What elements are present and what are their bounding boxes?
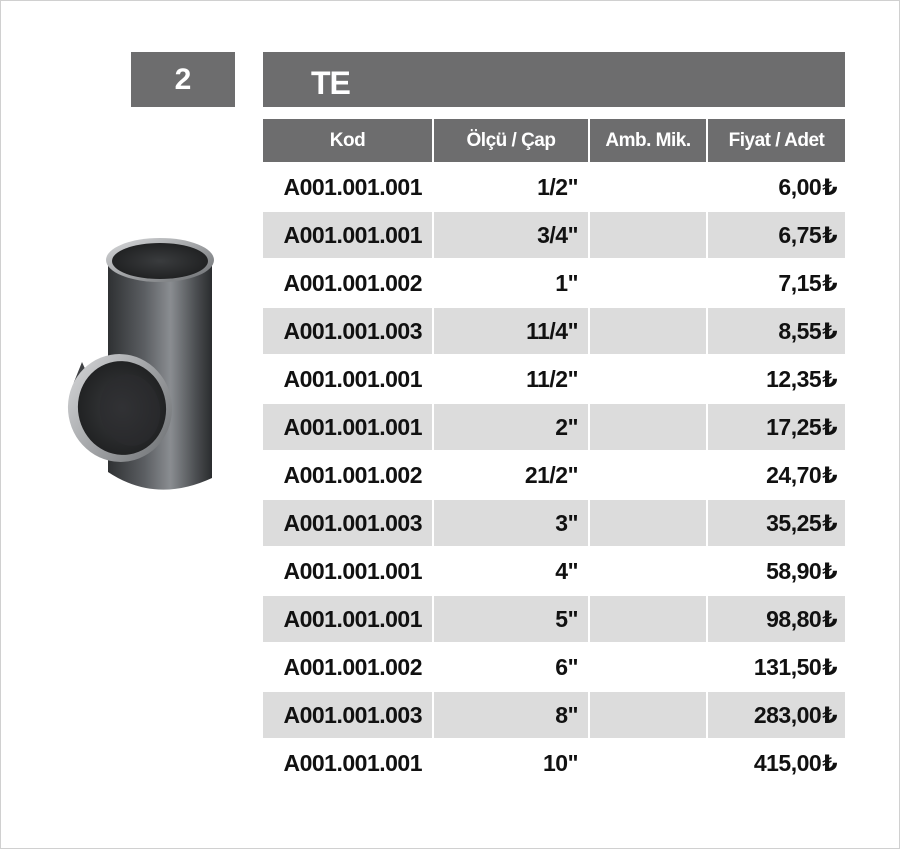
cell-kod: A001.001.003 [263,499,433,547]
currency-symbol: ₺ [822,222,837,248]
currency-symbol: ₺ [822,702,837,728]
cell-amb-mik [589,403,707,451]
cell-kod: A001.001.001 [263,403,433,451]
currency-symbol: ₺ [822,270,837,296]
cell-olcu-cap: 6" [433,643,589,691]
cell-fiyat-adet [707,451,845,499]
cell-amb-mik [589,355,707,403]
cell-olcu-cap: 11/2" [433,355,589,403]
price-table [263,119,845,786]
cell-fiyat-adet [707,547,845,595]
currency-symbol: ₺ [822,606,837,632]
currency-symbol: ₺ [822,654,837,680]
currency-symbol: ₺ [822,414,837,440]
cell-fiyat-adet [707,643,845,691]
cell-amb-mik [589,595,707,643]
price-value: 58,90 [766,557,822,584]
currency-symbol: ₺ [822,510,837,536]
cell-olcu-cap: 3" [433,499,589,547]
price-table-header [263,119,845,163]
column-header-olcu-cap: Ölçü / Çap [433,119,589,163]
cell-olcu-cap: 3/4" [433,211,589,259]
price-value: 8,55 [778,317,822,344]
price-value: 12,35 [766,365,822,392]
cell-amb-mik [589,739,707,786]
table-row [263,211,845,259]
table-row [263,691,845,739]
pipe-tee-fitting-icon [60,232,238,504]
cell-olcu-cap: 21/2" [433,451,589,499]
price-value: 24,70 [766,461,822,488]
cell-amb-mik [589,307,707,355]
table-row [263,307,845,355]
price-value: 7,15 [778,269,822,296]
cell-fiyat-adet [707,403,845,451]
table-row [263,595,845,643]
cell-olcu-cap: 8" [433,691,589,739]
product-title-bar [263,52,845,107]
cell-kod: A001.001.001 [263,163,433,211]
price-value: 415,00 [753,749,822,776]
cell-fiyat-adet [707,499,845,547]
table-row [263,403,845,451]
cell-fiyat-adet [707,163,845,211]
cell-olcu-cap: 1/2" [433,163,589,211]
cell-amb-mik [589,691,707,739]
cell-kod: A001.001.002 [263,451,433,499]
cell-fiyat-adet [707,211,845,259]
cell-kod: A001.001.002 [263,259,433,307]
table-row [263,259,845,307]
cell-kod: A001.001.001 [263,547,433,595]
column-header-fiyat-adet: Fiyat / Adet [707,119,845,163]
cell-fiyat-adet [707,595,845,643]
cell-olcu-cap: 1" [433,259,589,307]
price-value: 17,25 [766,413,822,440]
cell-olcu-cap: 4" [433,547,589,595]
cell-amb-mik [589,451,707,499]
cell-amb-mik [589,163,707,211]
price-value: 98,80 [766,605,822,632]
currency-symbol: ₺ [822,558,837,584]
cell-fiyat-adet [707,259,845,307]
cell-fiyat-adet [707,739,845,786]
table-row [263,451,845,499]
table-row [263,547,845,595]
price-value: 131,50 [753,653,822,680]
table-row [263,499,845,547]
cell-fiyat-adet [707,691,845,739]
cell-kod: A001.001.001 [263,211,433,259]
price-value: 283,00 [753,701,822,728]
cell-amb-mik [589,643,707,691]
table-row [263,739,845,786]
cell-kod: A001.001.001 [263,595,433,643]
table-row [263,643,845,691]
column-header-amb-mik: Amb. Mik. [589,119,707,163]
item-number: 2 [174,63,192,96]
cell-fiyat-adet [707,307,845,355]
cell-amb-mik [589,547,707,595]
cell-amb-mik [589,499,707,547]
cell-olcu-cap: 2" [433,403,589,451]
currency-symbol: ₺ [822,750,837,776]
table-row [263,163,845,211]
cell-fiyat-adet [707,355,845,403]
price-value: 35,25 [766,509,822,536]
column-header-kod: Kod [263,119,433,163]
currency-symbol: ₺ [822,174,837,200]
product-title: TE [311,65,350,101]
currency-symbol: ₺ [822,366,837,392]
cell-olcu-cap: 5" [433,595,589,643]
item-number-badge [131,52,235,107]
cell-kod: A001.001.001 [263,739,433,786]
cell-kod: A001.001.001 [263,355,433,403]
cell-amb-mik [589,211,707,259]
table-row [263,355,845,403]
price-value: 6,00 [778,173,822,200]
cell-kod: A001.001.003 [263,691,433,739]
cell-kod: A001.001.002 [263,643,433,691]
currency-symbol: ₺ [822,462,837,488]
cell-olcu-cap: 10" [433,739,589,786]
cell-olcu-cap: 11/4" [433,307,589,355]
currency-symbol: ₺ [822,318,837,344]
cell-kod: A001.001.003 [263,307,433,355]
price-value: 6,75 [778,221,822,248]
cell-amb-mik [589,259,707,307]
